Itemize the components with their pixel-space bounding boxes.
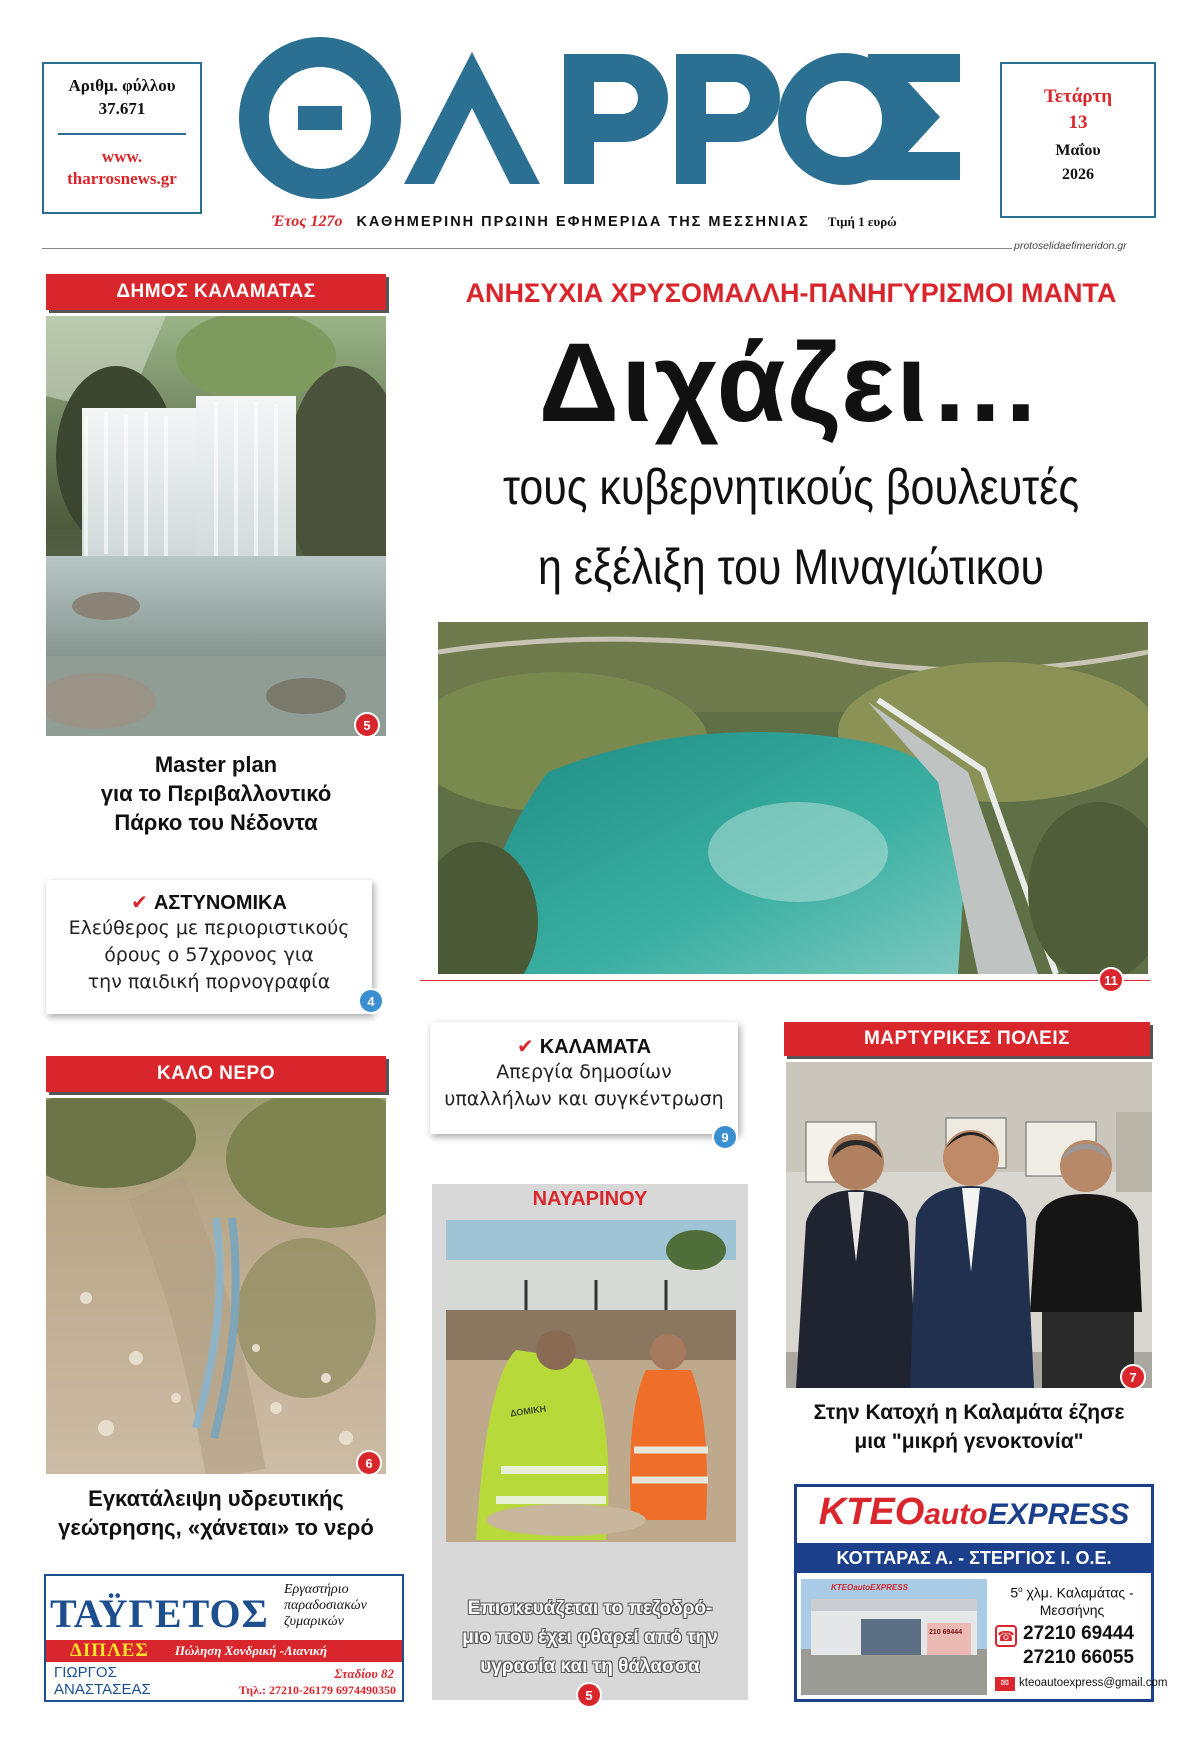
date-month: Μαΐου (1055, 142, 1101, 159)
caption-martyrikes-line2: μια "μικρή γενοκτονία" (854, 1430, 1084, 1453)
kteo-loc-town: Μεσσήνης (1039, 1601, 1105, 1618)
caption-dimos (40, 750, 392, 837)
check-icon: ✔ (131, 892, 148, 914)
kteo-company: ΚΟΤΤΑΡΑΣ Α. - ΣΤΕΡΓΙΟΣ Ι. Ο.Ε. (797, 1543, 1151, 1573)
mail-icon: ✉ (995, 1677, 1015, 1691)
caption-navarinou-line2: μιο που έχει φθαρεί από την (462, 1627, 718, 1648)
date-day: Τετάρτη (1043, 86, 1113, 107)
pipe-photo (46, 1098, 386, 1474)
section-label-martyrikes: ΜΑΡΤΥΡΙΚΕΣ ΠΟΛΕΙΣ (784, 1022, 1150, 1056)
issue-label: Αριθμ. φύλλου (68, 76, 176, 95)
page-badge-kalamata[interactable]: 9 (712, 1124, 738, 1150)
caption-martyrikes-line1: Στην Κατοχή η Καλαμάτα έζησε (813, 1401, 1125, 1424)
vest-label: ΔΟΜΙΚΗ (509, 1403, 547, 1419)
astynomika-line2: όρους ο 57χρονος για (104, 944, 314, 966)
kicker-kalamata (430, 1034, 738, 1059)
card-astynomika[interactable] (46, 880, 372, 1014)
lead-headline[interactable]: Διχάζει… (538, 320, 1044, 445)
taygetos-brand: ΤΑΫΓΕΤΟΣ (50, 1591, 269, 1636)
page-badge-navarinou[interactable]: 5 (576, 1682, 602, 1708)
kteo-loc-sup: ο (1018, 1585, 1023, 1594)
sidewalk-photo (446, 1220, 736, 1542)
taygetos-desc (284, 1582, 367, 1630)
kteo-sign-phone: 210 69444 (929, 1629, 963, 1636)
dam-photo (438, 622, 1148, 974)
taygetos-owner (54, 1664, 151, 1698)
kteo-location (993, 1581, 1151, 1619)
ad-taygetos[interactable] (44, 1574, 404, 1702)
phone-icon: ☎ (995, 1625, 1017, 1647)
watermark: protoselidaefimeridon.gr (1014, 240, 1127, 252)
caption-kalo-nero-line2: γεώτρησης, «χάνεται» το νερό (58, 1515, 374, 1540)
issue-box (42, 62, 202, 214)
masthead-rule (42, 248, 1012, 249)
kteo-brand-c: EXPRESS (987, 1498, 1130, 1531)
page-badge-dimos[interactable]: 5 (354, 712, 380, 738)
caption-kalo-nero-line1: Εγκατάλειψη υδρευτικής (88, 1486, 344, 1511)
caption-kalo-nero (40, 1484, 392, 1542)
caption-navarinou (436, 1594, 744, 1681)
issue-number: 37.671 (98, 99, 146, 118)
site-line-2[interactable]: tharrosnews.gr (67, 169, 177, 188)
page-badge-lead[interactable]: 11 (1098, 967, 1124, 993)
kalamata-line2: υπαλλήλων και συγκέντρωση (444, 1088, 724, 1110)
lead-sub-1: τους κυβερνητικούς βουλευτές (502, 459, 1080, 515)
kteo-phone-1[interactable]: 27210 69444 (1023, 1623, 1134, 1644)
taygetos-desc3: ζυμαρικών (284, 1614, 344, 1629)
section-label-navarinou: ΝΑΥΑΡΙΝΟΥ (532, 1188, 648, 1210)
kteo-phone-2[interactable]: 27210 66055 (1023, 1647, 1134, 1668)
section-label-kalo-nero: ΚΑΛΟ ΝΕΡΟ (46, 1056, 386, 1092)
logo-svg (234, 22, 974, 202)
tagline: ΚΑΘΗΜΕΡΙΝΗ ΠΡΩΙΝΗ ΕΦΗΜΕΡΙΔΑ ΤΗΣ ΜΕΣΣΗΝΙΑΣ (356, 214, 810, 230)
taygetos-desc2: παραδοσιακών (284, 1598, 367, 1613)
card-kalamata[interactable] (430, 1022, 738, 1134)
kicker-astynomika (46, 890, 372, 915)
tagline-row (272, 210, 962, 234)
date-box (1000, 62, 1156, 218)
site-line-1[interactable]: www. (101, 147, 143, 166)
caption-navarinou-line3: υγρασία και τη θάλασσα (480, 1656, 700, 1677)
taygetos-address: Σταδίου 82 (334, 1666, 394, 1681)
kteo-sign-text: KTEOautoEXPRESS (831, 1583, 908, 1592)
section-label-dimos: ΔΗΜΟΣ ΚΑΛΑΜΑΤΑΣ (46, 274, 386, 310)
taygetos-desc1: Εργαστήριο (284, 1582, 349, 1597)
waterfall-photo (46, 316, 386, 736)
taygetos-owner2: ΑΝΑΣΤΑΣΕΑΣ (54, 1681, 151, 1698)
taygetos-red-band (46, 1640, 402, 1662)
taygetos-owner1: ΓΙΩΡΓΟΣ (54, 1664, 117, 1681)
date-year: 2026 (1062, 166, 1094, 183)
taygetos-sale: Πώληση Χονδρική -Λιανική (174, 1643, 328, 1658)
caption-navarinou-line1: Επισκευάζεται το πεζοδρό- (467, 1598, 713, 1619)
kteo-email[interactable]: kteoautoexpress@gmail.com (1019, 1677, 1168, 1689)
caption-dimos-line1: Master plan (154, 752, 278, 777)
astynomika-line3: την παιδική πορνογραφία (87, 971, 331, 993)
kteo-brand-b: auto (924, 1498, 988, 1531)
caption-martyrikes (782, 1398, 1156, 1456)
kteo-brand (797, 1491, 1151, 1534)
page-badge-astynomika[interactable]: 4 (358, 988, 384, 1014)
astynomika-line1: Ελεύθερος με περιοριστικούς (68, 917, 350, 939)
ad-kteo[interactable] (794, 1484, 1168, 1702)
page-badge-kalo-nero[interactable]: 6 (356, 1450, 382, 1476)
year-of-publication: Έτος 127ο (272, 213, 343, 230)
lead-sub-2: η εξέλιξη του Μιναγιώτικου (537, 539, 1045, 595)
kicker-astynomika-text: ΑΣΤΥΝΟΜΙΚΑ (153, 892, 287, 914)
kteo-building-photo (801, 1579, 987, 1695)
price: Τιμή 1 ευρώ (827, 214, 897, 229)
issue-divider (58, 133, 186, 135)
kalamata-line1: Απεργία δημοσίων (496, 1061, 672, 1083)
taygetos-diples: ΔΙΠΛΕΣ (70, 1640, 149, 1661)
kteo-loc-km: 5 (1010, 1584, 1019, 1601)
lead-rule (420, 980, 1150, 981)
kteo-brand-a: ΚΤΕΟ (818, 1491, 925, 1533)
logo-sigma (864, 52, 964, 182)
check-icon: ✔ (516, 1036, 534, 1058)
kteo-loc-road: χλμ. Καλαμάτας - (1022, 1584, 1134, 1601)
lead-kicker: ΑΝΗΣΥΧΙΑ ΧΡΥΣΟΜΑΛΛΗ-ΠΑΝΗΓΥΡΙΣΜΟΙ ΜΑΝΤΑ (465, 278, 1117, 308)
officials-photo (786, 1062, 1152, 1388)
newspaper-logo[interactable] (234, 22, 974, 202)
caption-dimos-line2: για το Περιβαλλοντικό (100, 781, 332, 806)
taygetos-phones: Τηλ.: 27210-26179 6974490350 (238, 1683, 396, 1697)
caption-dimos-line3: Πάρκο του Νέδοντα (114, 810, 318, 835)
date-number: 13 (1068, 112, 1088, 133)
page-badge-martyrikes[interactable]: 7 (1120, 1364, 1146, 1390)
kicker-kalamata-text: ΚΑΛΑΜΑΤΑ (539, 1036, 652, 1058)
